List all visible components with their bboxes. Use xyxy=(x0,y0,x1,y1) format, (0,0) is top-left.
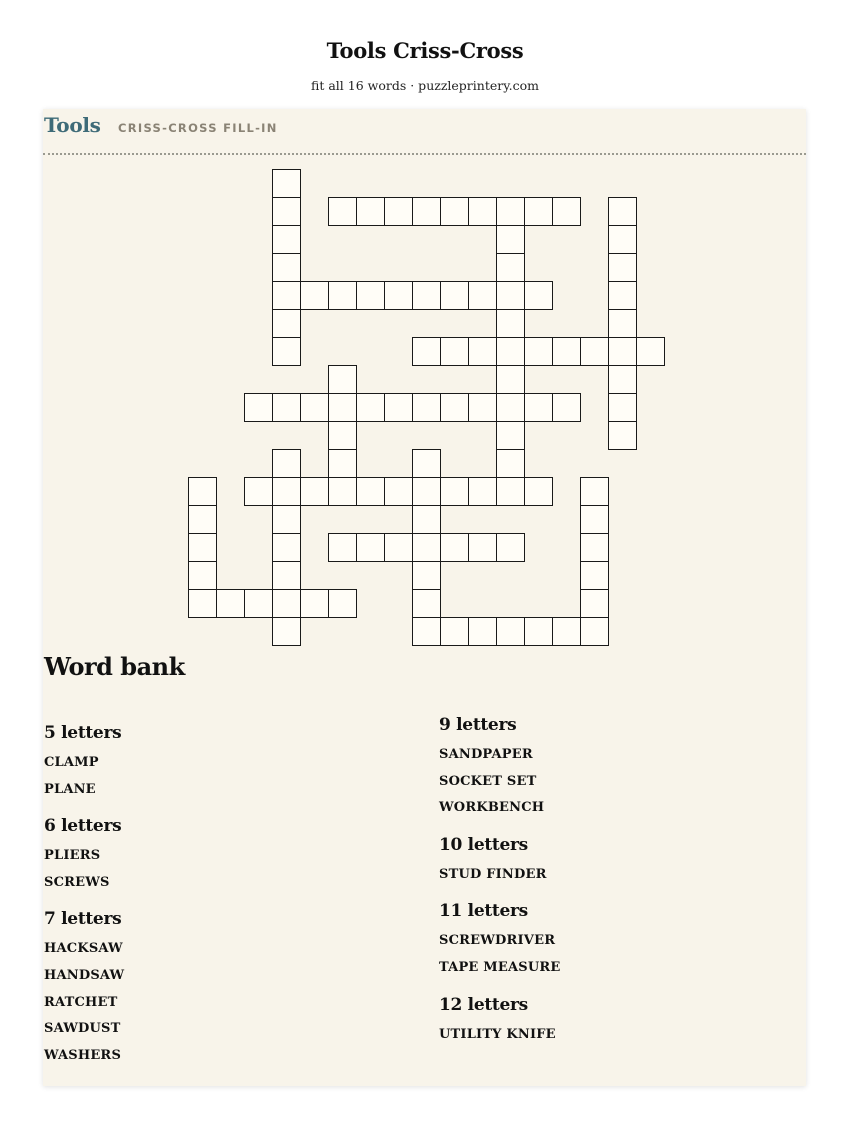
grid-cell[interactable] xyxy=(468,393,497,422)
grid-cell[interactable] xyxy=(468,281,497,310)
grid-cell[interactable] xyxy=(356,197,385,226)
grid-cell[interactable] xyxy=(412,505,441,534)
grid-cell[interactable] xyxy=(496,393,525,422)
grid-cell[interactable] xyxy=(608,309,637,338)
grid-cell[interactable] xyxy=(440,477,469,506)
card-header xyxy=(43,109,806,155)
grid-cell[interactable] xyxy=(580,533,609,562)
grid-cell[interactable] xyxy=(356,393,385,422)
grid-cell[interactable] xyxy=(188,561,217,590)
word-bank-title: Word bank xyxy=(44,652,185,681)
word-group xyxy=(439,989,769,1049)
grid-cell[interactable] xyxy=(272,561,301,590)
word-bank-entry: SAWDUST xyxy=(44,1021,121,1037)
grid-cell[interactable] xyxy=(412,449,441,478)
grid-cell[interactable] xyxy=(244,589,273,618)
word-group xyxy=(44,717,374,803)
grid-cell[interactable] xyxy=(440,197,469,226)
word-bank-entry: WASHERS xyxy=(44,1047,122,1063)
grid-cell[interactable] xyxy=(552,197,581,226)
grid-cell[interactable] xyxy=(328,281,357,310)
grid-cell[interactable] xyxy=(440,337,469,366)
grid-cell[interactable] xyxy=(580,505,609,534)
grid-cell[interactable] xyxy=(272,533,301,562)
grid-cell[interactable] xyxy=(468,337,497,366)
word-group-heading: 12 letters xyxy=(439,994,528,1015)
word-group-heading: 6 letters xyxy=(44,816,122,837)
grid-cell[interactable] xyxy=(272,281,301,310)
grid-cell[interactable] xyxy=(272,617,301,646)
grid-cell[interactable] xyxy=(636,337,665,366)
word-bank-left-column xyxy=(44,717,374,1076)
grid-cell[interactable] xyxy=(496,365,525,394)
grid-cell[interactable] xyxy=(272,589,301,618)
word-bank-entry: RATCHET xyxy=(44,994,118,1010)
grid-cell[interactable] xyxy=(412,533,441,562)
grid-cell[interactable] xyxy=(524,393,553,422)
grid-cell[interactable] xyxy=(328,589,357,618)
grid-cell[interactable] xyxy=(496,533,525,562)
grid-cell[interactable] xyxy=(216,589,245,618)
word-bank-entry: HACKSAW xyxy=(44,941,123,957)
grid-cell[interactable] xyxy=(552,393,581,422)
grid-cell[interactable] xyxy=(328,533,357,562)
grid-cell[interactable] xyxy=(384,393,413,422)
grid-cell[interactable] xyxy=(412,589,441,618)
word-group xyxy=(439,709,769,822)
grid-cell[interactable] xyxy=(608,253,637,282)
grid-cell[interactable] xyxy=(328,477,357,506)
grid-cell[interactable] xyxy=(608,421,637,450)
grid-cell[interactable] xyxy=(440,393,469,422)
grid-cell[interactable] xyxy=(188,589,217,618)
grid-cell[interactable] xyxy=(496,421,525,450)
grid-cell[interactable] xyxy=(300,477,329,506)
grid-cell[interactable] xyxy=(468,617,497,646)
grid-cell[interactable] xyxy=(272,169,301,198)
page-title: Tools Criss-Cross xyxy=(326,38,524,63)
word-group-heading: 11 letters xyxy=(439,901,528,922)
grid-cell[interactable] xyxy=(300,281,329,310)
grid-cell[interactable] xyxy=(496,337,525,366)
grid-cell[interactable] xyxy=(272,309,301,338)
grid-cell[interactable] xyxy=(440,281,469,310)
grid-cell[interactable] xyxy=(272,253,301,282)
grid-cell[interactable] xyxy=(188,533,217,562)
word-bank-entry: SCREWDRIVER xyxy=(439,933,556,949)
grid-cell[interactable] xyxy=(384,197,413,226)
grid-cell[interactable] xyxy=(328,393,357,422)
word-group xyxy=(44,810,374,896)
grid-cell[interactable] xyxy=(328,197,357,226)
grid-cell[interactable] xyxy=(608,393,637,422)
grid-cell[interactable] xyxy=(412,561,441,590)
grid-cell[interactable] xyxy=(580,477,609,506)
grid-cell[interactable] xyxy=(468,477,497,506)
grid-cell[interactable] xyxy=(496,197,525,226)
word-bank-entry: UTILITY KNIFE xyxy=(439,1026,556,1042)
word-bank-entry: PLIERS xyxy=(44,848,101,864)
grid-cell[interactable] xyxy=(244,477,273,506)
grid-cell[interactable] xyxy=(356,281,385,310)
grid-cell[interactable] xyxy=(496,617,525,646)
grid-cell[interactable] xyxy=(384,281,413,310)
grid-cell[interactable] xyxy=(272,449,301,478)
word-bank-entry: CLAMP xyxy=(44,755,99,770)
grid-cell[interactable] xyxy=(412,477,441,506)
grid-cell[interactable] xyxy=(440,617,469,646)
grid-cell[interactable] xyxy=(384,477,413,506)
grid-cell[interactable] xyxy=(552,617,581,646)
word-group-heading: 5 letters xyxy=(44,723,122,743)
grid-cell[interactable] xyxy=(356,477,385,506)
word-bank-entry: PLANE xyxy=(44,781,96,797)
grid-cell[interactable] xyxy=(412,197,441,226)
grid-cell[interactable] xyxy=(608,281,637,310)
grid-cell[interactable] xyxy=(272,477,301,506)
grid-cell[interactable] xyxy=(412,617,441,646)
grid-cell[interactable] xyxy=(300,393,329,422)
grid-cell[interactable] xyxy=(496,253,525,282)
grid-cell[interactable] xyxy=(272,393,301,422)
grid-cell[interactable] xyxy=(524,617,553,646)
brand-title: Tools xyxy=(44,113,101,137)
grid-cell[interactable] xyxy=(272,197,301,226)
grid-cell[interactable] xyxy=(328,421,357,450)
word-group xyxy=(439,895,769,981)
grid-cell[interactable] xyxy=(384,533,413,562)
grid-cell[interactable] xyxy=(328,449,357,478)
grid-cell[interactable] xyxy=(580,337,609,366)
grid-cell[interactable] xyxy=(272,337,301,366)
word-bank-entry: SANDPAPER xyxy=(439,747,533,762)
grid-cell[interactable] xyxy=(244,393,273,422)
grid-cell[interactable] xyxy=(412,281,441,310)
grid-cell[interactable] xyxy=(356,533,385,562)
grid-cell[interactable] xyxy=(468,197,497,226)
brand-tagline: CRISS-CROSS FILL-IN xyxy=(118,121,278,135)
word-bank-entry: SCREWS xyxy=(44,874,110,890)
grid-cell[interactable] xyxy=(608,197,637,226)
grid-cell[interactable] xyxy=(496,281,525,310)
grid-cell[interactable] xyxy=(580,561,609,590)
grid-cell[interactable] xyxy=(524,197,553,226)
grid-cell[interactable] xyxy=(496,309,525,338)
word-bank-entry: TAPE MEASURE xyxy=(439,959,561,975)
page-subtitle: fit all 16 words · puzzleprintery.com xyxy=(311,78,539,93)
word-bank-entry: SOCKET SET xyxy=(439,773,537,789)
word-bank-entry: WORKBENCH xyxy=(439,800,545,816)
word-bank-right-column xyxy=(439,709,769,1055)
grid-cell[interactable] xyxy=(272,505,301,534)
grid-cell[interactable] xyxy=(440,533,469,562)
grid-cell[interactable] xyxy=(580,589,609,618)
grid-cell[interactable] xyxy=(496,449,525,478)
grid-cell[interactable] xyxy=(608,365,637,394)
grid-cell[interactable] xyxy=(412,393,441,422)
grid-cell[interactable] xyxy=(552,337,581,366)
grid-cell[interactable] xyxy=(524,337,553,366)
grid-cell[interactable] xyxy=(524,281,553,310)
grid-cell[interactable] xyxy=(496,477,525,506)
grid-cell[interactable] xyxy=(608,337,637,366)
grid-cell[interactable] xyxy=(608,225,637,254)
grid-cell[interactable] xyxy=(524,477,553,506)
word-group xyxy=(439,829,769,889)
word-group xyxy=(44,903,374,1069)
grid-cell[interactable] xyxy=(328,365,357,394)
grid-cell[interactable] xyxy=(496,225,525,254)
word-group-heading: 7 letters xyxy=(44,909,122,930)
grid-cell[interactable] xyxy=(272,225,301,254)
grid-cell[interactable] xyxy=(468,533,497,562)
grid-cell[interactable] xyxy=(580,617,609,646)
grid-cell[interactable] xyxy=(412,337,441,366)
grid-cell[interactable] xyxy=(300,589,329,618)
word-group-heading: 9 letters xyxy=(439,715,517,735)
word-bank-entry: STUD FINDER xyxy=(439,866,547,882)
grid-cell[interactable] xyxy=(188,505,217,534)
grid-cell[interactable] xyxy=(188,477,217,506)
word-bank-entry: HANDSAW xyxy=(44,967,125,983)
word-group-heading: 10 letters xyxy=(439,834,528,855)
